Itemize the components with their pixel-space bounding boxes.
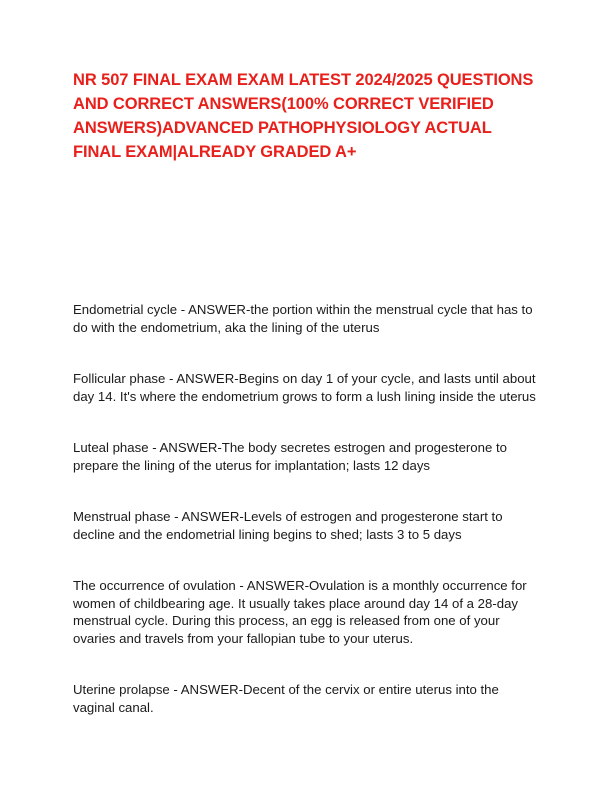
- qa-item-menstrual-phase: Menstrual phase - ANSWER-Levels of estrogen and progesterone start to decline and the endometrial lining begins to shed; lasts 3 to 5 days: [73, 509, 503, 542]
- qa-item-follicular-phase: Follicular phase - ANSWER-Begins on day 1 of your cycle, and lasts until about day 14. It's where the endometrium grows to form a lush lining inside the uterus: [73, 371, 536, 404]
- qa-item-ovulation: The occurrence of ovulation - ANSWER-Ovulation is a monthly occurrence for women of childbearing age. It usually takes place around day 14 of a 28-day menstrual cycle. During this process, an egg is released from one of your ovaries and travels from your fallopian tube to your uterus.: [73, 578, 527, 646]
- qa-list: [73, 301, 538, 716]
- qa-item-endometrial-cycle: Endometrial cycle - ANSWER-the portion within the menstrual cycle that has to do with the endometrium, aka the lining of the uterus: [73, 302, 533, 335]
- qa-item-luteal-phase: Luteal phase - ANSWER-The body secretes estrogen and progesterone to prepare the lining of the uterus for implantation; lasts 12 days: [73, 440, 507, 473]
- document-title: NR 507 FINAL EXAM EXAM LATEST 2024/2025 QUESTIONS AND CORRECT ANSWERS(100% CORRECT VERIFIED ANSWERS)ADVANCED PATHOPHYSIOLOGY ACTUAL FINAL EXAM|ALREADY GRADED A+: [73, 71, 534, 161]
- qa-item-uterine-prolapse: Uterine prolapse - ANSWER-Decent of the cervix or entire uterus into the vaginal canal.: [73, 682, 499, 715]
